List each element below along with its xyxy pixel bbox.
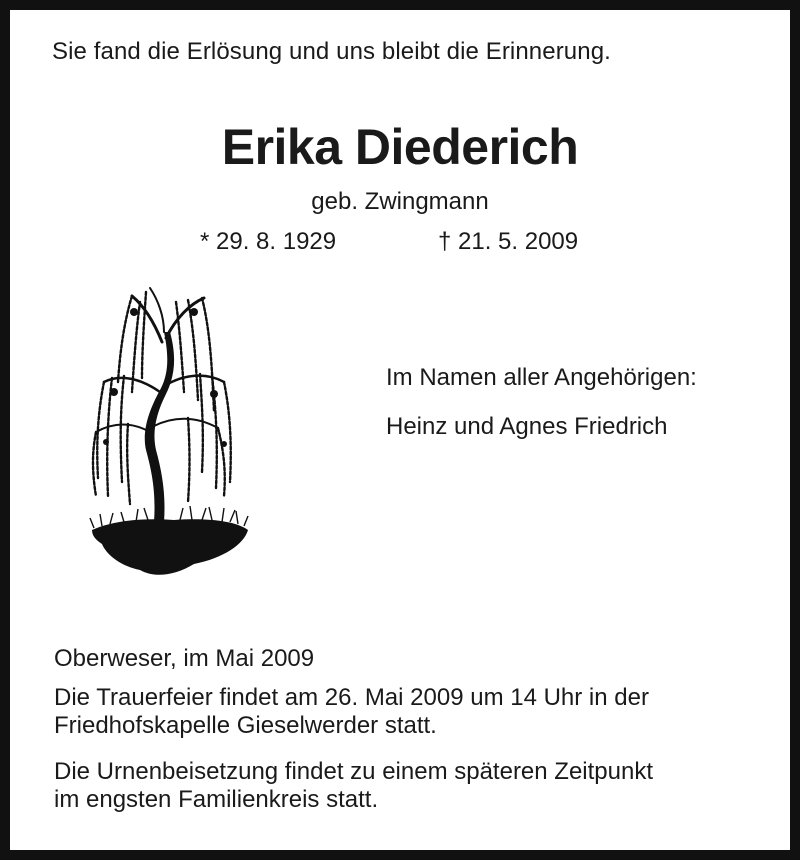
- family-intro: Im Namen aller Angehörigen:: [386, 364, 697, 391]
- death-date: † 21. 5. 2009: [438, 228, 579, 255]
- motto: Sie fand die Erlösung und uns bleibt die Erinnerung.: [52, 38, 611, 65]
- funeral-info-line: Friedhofskapelle Gieselwerder statt.: [54, 712, 437, 739]
- maiden-name: geb. Zwingmann: [311, 188, 489, 215]
- funeral-info-line: Die Trauerfeier findet am 26. Mai 2009 um 14 Uhr in der: [54, 684, 649, 711]
- deceased-name: Erika Diederich: [221, 119, 579, 175]
- birth-date: * 29. 8. 1929: [200, 228, 337, 255]
- burial-info-line: Die Urnenbeisetzung findet zu einem späteren Zeitpunkt: [54, 758, 654, 785]
- weeping-willow-icon: [84, 282, 254, 582]
- funeral-info: [54, 684, 649, 740]
- burial-info: [54, 758, 653, 814]
- place-date: Oberweser, im Mai 2009: [54, 645, 315, 672]
- family-names: Heinz und Agnes Friedrich: [386, 413, 668, 440]
- burial-info-line: im engsten Familienkreis statt.: [54, 786, 379, 813]
